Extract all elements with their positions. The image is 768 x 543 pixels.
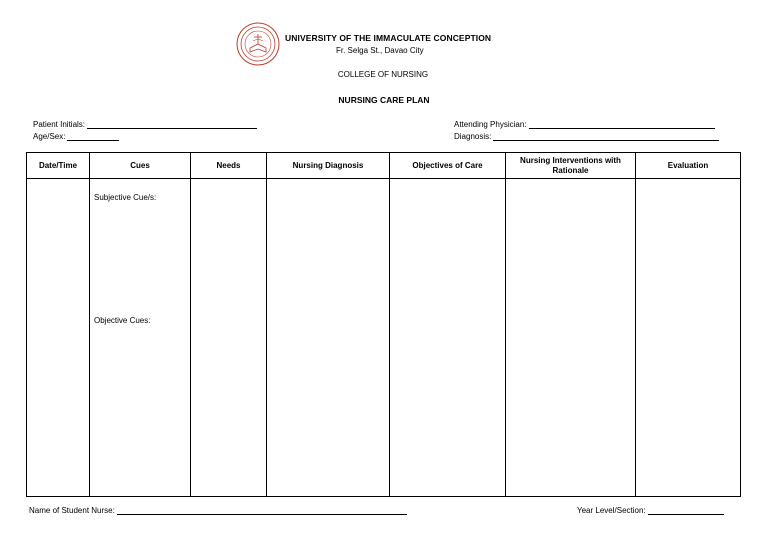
care-plan-table xyxy=(26,152,741,497)
university-address: Fr. Selga St., Davao City xyxy=(336,46,424,55)
attending-physician-field[interactable] xyxy=(454,120,715,129)
year-level-line xyxy=(648,506,724,515)
column-nursing-interventions[interactable] xyxy=(506,153,636,496)
year-level-field[interactable] xyxy=(577,506,724,515)
column-header: Date/Time xyxy=(27,153,89,179)
column-header: Objectives of Care xyxy=(390,153,505,179)
age-sex-line xyxy=(67,132,119,141)
subjective-cues-label: Subjective Cue/s: xyxy=(94,193,157,202)
patient-initials-field[interactable] xyxy=(33,120,257,129)
column-evaluation[interactable] xyxy=(636,153,740,496)
column-objectives-of-care[interactable] xyxy=(390,153,506,496)
diagnosis-line xyxy=(493,132,719,141)
column-header: Evaluation xyxy=(636,153,740,179)
column-header: Cues xyxy=(90,153,190,179)
column-header: Nursing Interventions with Rationale xyxy=(506,153,635,179)
attending-physician-label: Attending Physician: xyxy=(454,120,527,129)
year-level-label: Year Level/Section: xyxy=(577,506,646,515)
column-header: Needs xyxy=(191,153,266,179)
column-date-time[interactable] xyxy=(27,153,90,496)
attending-physician-line xyxy=(529,120,715,129)
student-nurse-line xyxy=(117,506,407,515)
patient-initials-line xyxy=(87,120,257,129)
patient-initials-label: Patient Initials: xyxy=(33,120,86,129)
column-needs[interactable] xyxy=(191,153,267,496)
diagnosis-field[interactable] xyxy=(454,132,719,141)
column-nursing-diagnosis[interactable] xyxy=(267,153,390,496)
university-name: UNIVERSITY OF THE IMMACULATE CONCEPTION xyxy=(285,33,492,43)
objective-cues-label: Objective Cues: xyxy=(94,316,151,325)
college-name: COLLEGE OF NURSING xyxy=(337,70,429,79)
diagnosis-label: Diagnosis: xyxy=(454,132,492,141)
column-header: Nursing Diagnosis xyxy=(267,153,389,179)
university-seal-icon xyxy=(236,22,280,66)
age-sex-field[interactable] xyxy=(33,132,119,141)
age-sex-label: Age/Sex: xyxy=(33,132,66,141)
student-nurse-label: Name of Student Nurse: xyxy=(29,506,115,515)
column-cues[interactable] xyxy=(90,153,191,496)
form-title: NURSING CARE PLAN xyxy=(338,95,430,105)
student-nurse-field[interactable] xyxy=(29,506,407,515)
